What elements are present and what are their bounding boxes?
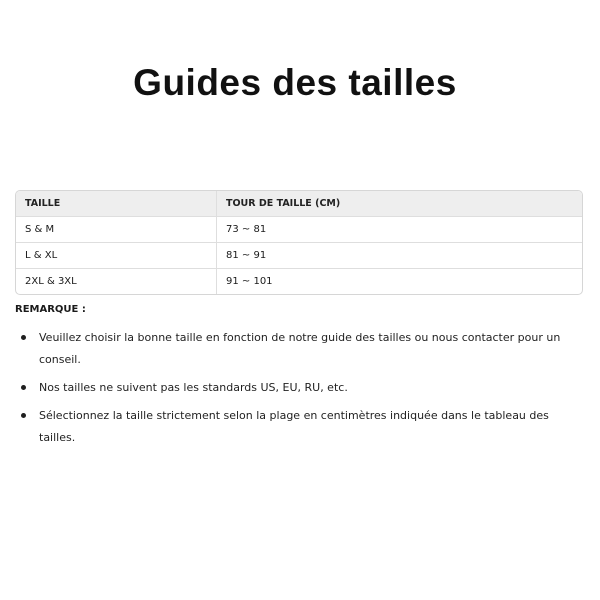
waist-cell: 73 ~ 81	[217, 217, 582, 243]
list-item	[15, 377, 583, 399]
header-waist: TOUR DE TAILLE (CM)	[217, 191, 582, 217]
page-title: Guides des tailles	[133, 62, 457, 103]
table-row	[16, 217, 582, 243]
bullet-icon	[21, 385, 26, 390]
size-cell: 2XL & 3XL	[16, 269, 217, 294]
size-table	[15, 190, 583, 295]
header-size: TAILLE	[16, 191, 217, 217]
bullet-icon	[21, 413, 26, 418]
table-row	[16, 269, 582, 294]
waist-cell: 91 ~ 101	[226, 276, 273, 287]
waist-cell: 81 ~ 91	[217, 243, 582, 269]
list-item	[15, 327, 583, 371]
remark-text: Nos tailles ne suivent pas les standards US, EU, RU, etc.	[39, 381, 348, 394]
list-item	[15, 405, 583, 449]
table-header-row	[16, 191, 582, 217]
size-cell: L & XL	[16, 243, 217, 269]
bullet-icon	[21, 335, 26, 340]
remark-text: Sélectionnez la taille strictement selon la plage en centimètres indiquée dans le tableau des tailles.	[39, 409, 549, 444]
size-cell: S & M	[16, 217, 217, 243]
remark-list	[15, 327, 583, 455]
remark-text: Veuillez choisir la bonne taille en fonction de notre guide des tailles ou nous contacter pour un conseil.	[39, 331, 561, 366]
table-row	[16, 243, 582, 269]
remark-title: REMARQUE :	[15, 304, 86, 315]
